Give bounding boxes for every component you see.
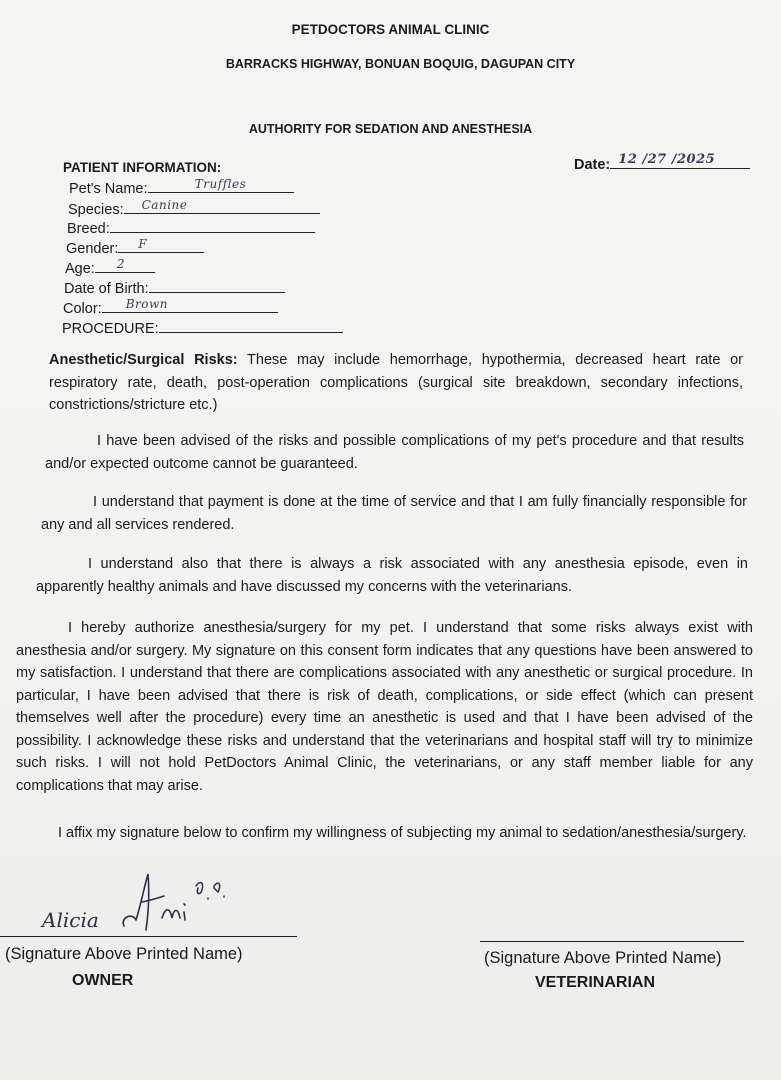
veterinarian-role: VETERINARIAN xyxy=(535,974,656,991)
paragraph-risks-advised: I have been advised of the risks and possible complications of my pet's procedure and that results and/or expected outcome cannot be guaranteed. xyxy=(45,433,744,472)
risks-text: These may include hemorrhage, hypothermia, decreased heart rate or respiratory rate, death, post-operation complications (surgical site breakdown, secondary infections, constrictions/stricture etc.) xyxy=(49,352,743,413)
risks-paragraph xyxy=(49,349,743,417)
date-of-birth-label: Date of Birth: xyxy=(64,281,149,297)
gender-field xyxy=(66,238,204,257)
date-label: Date: xyxy=(574,157,611,173)
age-line xyxy=(95,258,155,273)
species-value: Canine xyxy=(141,198,188,212)
risks-label: Anesthetic/Surgical Risks: xyxy=(49,352,238,368)
paragraph-payment: I understand that payment is done at the time of service and that I am fully financially responsible for any and all services rendered. xyxy=(41,494,747,533)
veterinarian-signature-caption: (Signature Above Printed Name) xyxy=(484,949,722,967)
gender-label: Gender: xyxy=(66,241,119,257)
pet-name-label: Pet's Name: xyxy=(69,181,148,197)
form-title: AUTHORITY FOR SEDATION AND ANESTHESIA xyxy=(248,122,533,136)
clinic-name: PETDOCTORS ANIMAL CLINIC xyxy=(291,22,490,37)
species-line xyxy=(124,199,320,214)
paragraph-affix-signature: I affix my signature below to confirm my willingness of subjecting my animal to sedation/anesthesia/surgery. xyxy=(58,825,747,841)
color-value: Brown xyxy=(125,297,168,311)
date-value: 12 /27 /2025 xyxy=(618,152,716,167)
procedure-line xyxy=(159,318,343,333)
breed-label: Breed: xyxy=(67,221,110,237)
paragraph-authorization: I hereby authorize anesthesia/surgery for my pet. I understand that some risks always exist with anesthesia and/or surgery. My signature on this consent form indicates that any questions have been answered to my satisfaction. I understand that there are complications associated with any anesthetic or surgical procedure. In particular, I have been advised that there is risk of death, complications, or side effect (which can present themselves well after the procedure) every time an anesthetic is used and that I have been advised of the possibility. I acknowledge these risks and understand that the veterinarians and hospital staff will try to minimize such risks. I will not hold PetDoctors Animal Clinic, the veterinarians, or any staff member liable for any complications that may arise. xyxy=(16,620,753,794)
pet-name-field xyxy=(69,178,294,197)
color-field xyxy=(63,298,278,317)
owner-signature-caption: (Signature Above Printed Name) xyxy=(5,945,243,963)
clinic-address: BARRACKS HIGHWAY, BONUAN BOQUIG, DAGUPAN CITY xyxy=(225,57,576,71)
age-value: 2 xyxy=(116,257,125,271)
age-label: Age: xyxy=(65,261,95,277)
species-field xyxy=(68,199,320,218)
procedure-field xyxy=(62,318,343,337)
pet-name-line xyxy=(148,178,294,193)
color-line xyxy=(102,298,278,313)
age-field xyxy=(65,258,155,277)
date-of-birth-line xyxy=(149,278,285,293)
color-label: Color: xyxy=(63,301,102,317)
patient-info-title: PATIENT INFORMATION: xyxy=(63,160,222,175)
procedure-label: PROCEDURE: xyxy=(62,321,159,337)
gender-line xyxy=(118,238,204,253)
date-of-birth-field xyxy=(64,278,285,297)
owner-role: OWNER xyxy=(72,972,134,989)
date-field xyxy=(574,152,750,173)
veterinarian-signature-line xyxy=(480,941,744,942)
owner-printed-name: Alicia xyxy=(42,908,99,932)
gender-value: F xyxy=(138,237,148,251)
owner-signature-line xyxy=(0,936,297,937)
breed-field xyxy=(67,218,315,237)
date-line xyxy=(610,152,750,169)
breed-line xyxy=(110,218,315,233)
species-label: Species: xyxy=(68,202,124,218)
paragraph-anesthesia-risk: I understand also that there is always a risk associated with any anesthesia episode, even in apparently healthy animals and have discussed my concerns with the veterinarians. xyxy=(36,556,748,595)
pet-name-value: Truffles xyxy=(194,177,247,191)
owner-signature-mark xyxy=(118,868,228,938)
